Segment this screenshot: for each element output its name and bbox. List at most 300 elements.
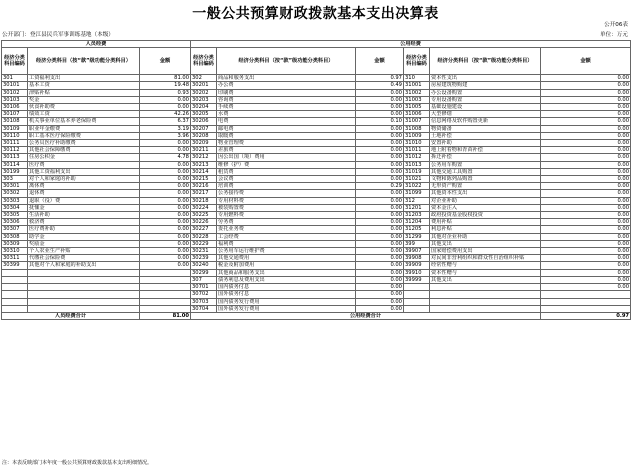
cell-amount: 0.00 — [140, 212, 191, 219]
cell-amount: 0.00 — [356, 154, 404, 161]
cell-name: 退休费 — [28, 190, 140, 197]
cell-code — [2, 276, 28, 283]
cell-code — [404, 284, 430, 291]
cell-code: 30110 — [2, 132, 28, 139]
cell-code: 30308 — [2, 233, 28, 240]
name-header: 经济分类科目（按“款”级功能分类科目） — [217, 48, 356, 75]
cell-name: 工会经费 — [217, 233, 356, 240]
cell-code: 30211 — [191, 147, 217, 154]
cell-amount: 0.00 — [356, 219, 404, 226]
cell-amount: 0.00 — [541, 197, 631, 204]
table-row — [2, 147, 631, 154]
cell-code: 39999 — [404, 276, 430, 283]
table-row — [2, 305, 631, 312]
cell-code: 31010 — [404, 140, 430, 147]
cell-name: 其他社会保障缴费 — [28, 147, 140, 154]
cell-name: 救济费 — [28, 219, 140, 226]
cell-name: 其他交通费用 — [217, 255, 356, 262]
cell-code: 30204 — [191, 104, 217, 111]
cell-code: 30112 — [2, 147, 28, 154]
cell-amount: 0.00 — [541, 176, 631, 183]
public-total-label: 公用经费合计 — [191, 312, 541, 319]
cell-name: 基本工资 — [28, 82, 140, 89]
cell-amount: 0.00 — [541, 262, 631, 269]
cell-amount: 0.49 — [356, 82, 404, 89]
cell-code: 30229 — [191, 240, 217, 247]
cell-code: 31003 — [404, 96, 430, 103]
cell-code: 310 — [404, 75, 430, 82]
cell-name: 职业年金缴费 — [28, 125, 140, 132]
cell-name: 国家赔偿费用支出 — [430, 248, 541, 255]
cell-code: 31201 — [404, 204, 430, 211]
cell-amount: 4.78 — [140, 154, 191, 161]
cell-name: 费用补贴 — [430, 219, 541, 226]
cell-code: 30304 — [2, 204, 28, 211]
cell-code: 31011 — [404, 147, 430, 154]
cell-name: 电费 — [217, 118, 356, 125]
cell-code: 39910 — [404, 269, 430, 276]
cell-amount: 0.00 — [356, 161, 404, 168]
cell-name: 政府投资基金股权投资 — [430, 212, 541, 219]
cell-code — [2, 284, 28, 291]
cell-amount: 0.00 — [356, 176, 404, 183]
cell-name: 离休费 — [28, 183, 140, 190]
cell-code: 31019 — [404, 168, 430, 175]
cell-amount: 0.00 — [140, 219, 191, 226]
cell-amount: 0.00 — [356, 276, 404, 283]
cell-name: 公务接待费 — [217, 190, 356, 197]
cell-amount: 42.26 — [140, 111, 191, 118]
cell-code: 30311 — [2, 255, 28, 262]
cell-amount: 0.00 — [356, 255, 404, 262]
cell-code — [2, 269, 28, 276]
cell-name: 物资储备 — [430, 125, 541, 132]
cell-amount: 3.19 — [140, 125, 191, 132]
table-row — [2, 154, 631, 161]
cell-name: 其他工资福利支出 — [28, 168, 140, 175]
cell-amount: 0.00 — [356, 111, 404, 118]
table-row — [2, 212, 631, 219]
cell-amount: 0.00 — [541, 276, 631, 283]
cell-name: 手续费 — [217, 104, 356, 111]
cell-name: 专用材料费 — [217, 197, 356, 204]
cell-code: 399 — [404, 240, 430, 247]
cell-amount: 0.00 — [140, 262, 191, 269]
cell-amount: 0.00 — [140, 233, 191, 240]
cell-amount: 0.00 — [356, 262, 404, 269]
table-row — [2, 262, 631, 269]
table-row — [2, 269, 631, 276]
cell-code: 30224 — [191, 204, 217, 211]
cell-amount: 0.00 — [541, 111, 631, 118]
cell-amount: 0.00 — [541, 132, 631, 139]
cell-code: 31009 — [404, 132, 430, 139]
cell-name: 代缴社会保险费 — [28, 255, 140, 262]
cell-name: 办公费 — [217, 82, 356, 89]
cell-code: 30214 — [191, 168, 217, 175]
cell-code: 30227 — [191, 226, 217, 233]
cell-name: 维修（护）费 — [217, 161, 356, 168]
cell-code: 31002 — [404, 89, 430, 96]
table-row — [2, 140, 631, 147]
cell-name: 税金及附加费用 — [217, 262, 356, 269]
cell-name — [28, 298, 140, 305]
cell-name: 公务用车运行维护费 — [217, 248, 356, 255]
table-row — [2, 233, 631, 240]
cell-code: 31008 — [404, 125, 430, 132]
cell-name: 差旅费 — [217, 147, 356, 154]
cell-name — [28, 291, 140, 298]
table-row — [2, 161, 631, 168]
cell-name: 文物和陈列品购置 — [430, 176, 541, 183]
cell-amount: 0.00 — [140, 190, 191, 197]
cell-amount: 0.00 — [356, 147, 404, 154]
cell-code: 39908 — [404, 255, 430, 262]
cell-name: 退职（役）费 — [28, 197, 140, 204]
cell-code: 30206 — [191, 118, 217, 125]
cell-name: 咨询费 — [217, 96, 356, 103]
footnote: 注：本表反映部门本年度一般公共预算财政拨款基本支出明细情况。 — [2, 460, 153, 466]
table-row — [2, 240, 631, 247]
cell-code: 30216 — [191, 183, 217, 190]
cell-amount: 0.00 — [140, 147, 191, 154]
cell-name: 资本性支出 — [430, 75, 541, 82]
cell-code: 30103 — [2, 96, 28, 103]
cell-code: 30215 — [191, 176, 217, 183]
cell-code: 30106 — [2, 104, 28, 111]
report-title: 一般公共预算财政拨款基本支出决算表 — [192, 6, 439, 22]
table-row — [2, 197, 631, 204]
cell-amount: 0.00 — [541, 183, 631, 190]
cell-code: 312 — [404, 197, 430, 204]
cell-amount: 0.00 — [356, 212, 404, 219]
cell-code: 30107 — [2, 111, 28, 118]
cell-amount: 0.00 — [541, 255, 631, 262]
cell-code: 30101 — [2, 82, 28, 89]
table-row — [2, 255, 631, 262]
cell-amount: 0.00 — [356, 269, 404, 276]
cell-name: 拆迁补偿 — [430, 154, 541, 161]
cell-code: 30310 — [2, 248, 28, 255]
amount-header: 金额 — [541, 48, 631, 75]
code-header: 经济分类科目编码 — [2, 48, 28, 75]
cell-amount: 81.00 — [140, 75, 191, 82]
cell-amount: 0.10 — [356, 118, 404, 125]
cell-code: 30301 — [2, 183, 28, 190]
cell-name: 专用设备购置 — [430, 96, 541, 103]
cell-code: 39909 — [404, 262, 430, 269]
cell-name: 债务利息及费用支出 — [217, 276, 356, 283]
cell-name: 其他支出 — [430, 276, 541, 283]
cell-name — [430, 291, 541, 298]
cell-amount: 0.00 — [140, 197, 191, 204]
cell-amount: 0.00 — [541, 219, 631, 226]
cell-amount: 0.00 — [541, 125, 631, 132]
cell-name: 国外债务付息 — [217, 291, 356, 298]
cell-code: 30226 — [191, 219, 217, 226]
name-header: 经济分类科目（按“款”级功能分类科目） — [28, 48, 140, 75]
table-row — [2, 204, 631, 211]
cell-code: 30307 — [2, 226, 28, 233]
cell-code: 31012 — [404, 154, 430, 161]
cell-name: 土地补偿 — [430, 132, 541, 139]
cell-code — [404, 291, 430, 298]
table-row — [2, 298, 631, 305]
cell-name — [28, 276, 140, 283]
cell-name: 机关事业单位基本养老保险费 — [28, 118, 140, 125]
cell-name: 绩效工资 — [28, 111, 140, 118]
cell-code — [404, 305, 430, 312]
cell-code: 31205 — [404, 226, 430, 233]
cell-amount — [140, 276, 191, 283]
cell-name: 被装购置费 — [217, 204, 356, 211]
public-total-value: 0.97 — [541, 312, 631, 319]
code-header: 经济分类科目编码 — [404, 48, 430, 75]
table-row — [2, 226, 631, 233]
cell-code: 30225 — [191, 212, 217, 219]
table-row — [2, 118, 631, 125]
cell-amount: 0.97 — [356, 75, 404, 82]
cell-amount: 0.00 — [356, 96, 404, 103]
cell-amount: 0.00 — [356, 168, 404, 175]
cell-name: 其他资本性支出 — [430, 190, 541, 197]
cell-code: 31204 — [404, 219, 430, 226]
cell-amount: 19.48 — [140, 82, 191, 89]
cell-amount: 0.00 — [541, 248, 631, 255]
cell-amount: 0.29 — [356, 183, 404, 190]
cell-code: 30399 — [2, 262, 28, 269]
cell-amount: 0.00 — [541, 240, 631, 247]
cell-name: 委托业务费 — [217, 226, 356, 233]
cell-name — [430, 284, 541, 291]
cell-code — [404, 298, 430, 305]
amount-header: 金额 — [356, 48, 404, 75]
cell-code: 30212 — [191, 154, 217, 161]
cell-name: 房屋建筑物购建 — [430, 82, 541, 89]
department-label: 公开部门：登江县民兵军事训练基地（本级） — [2, 32, 114, 38]
cell-code: 31299 — [404, 233, 430, 240]
cell-amount: 0.00 — [140, 226, 191, 233]
cell-amount: 0.00 — [356, 298, 404, 305]
cell-name: 国内债务发行费用 — [217, 298, 356, 305]
cell-amount: 0.00 — [356, 197, 404, 204]
table-row — [2, 183, 631, 190]
cell-name: 培训费 — [217, 183, 356, 190]
cell-code: 30299 — [191, 269, 217, 276]
personnel-total-value: 81.00 — [140, 312, 191, 319]
cell-name: 水费 — [217, 111, 356, 118]
cell-name: 印刷费 — [217, 89, 356, 96]
personnel-total-label: 人员经费合计 — [2, 312, 140, 319]
cell-name: 奖金 — [28, 96, 140, 103]
cell-code: 31021 — [404, 176, 430, 183]
cell-code: 30102 — [2, 89, 28, 96]
table-row — [2, 291, 631, 298]
cell-code: 301 — [2, 75, 28, 82]
cell-name: 地上附着物和青苗补偿 — [430, 147, 541, 154]
cell-name: 医疗费 — [28, 161, 140, 168]
cell-amount: 0.00 — [356, 284, 404, 291]
cell-code: 30207 — [191, 125, 217, 132]
cell-amount: 0.00 — [140, 96, 191, 103]
cell-code: 30704 — [191, 305, 217, 312]
cell-code: 30205 — [191, 111, 217, 118]
cell-amount: 0.00 — [140, 255, 191, 262]
cell-amount: 0.00 — [541, 233, 631, 240]
cell-name: 资本金注入 — [430, 204, 541, 211]
cell-code: 30239 — [191, 255, 217, 262]
table-row — [2, 284, 631, 291]
cell-name — [28, 284, 140, 291]
cell-code: 31001 — [404, 82, 430, 89]
cell-code: 30703 — [191, 298, 217, 305]
cell-amount: 0.00 — [541, 82, 631, 89]
cell-amount: 3.96 — [140, 132, 191, 139]
table-row — [2, 176, 631, 183]
cell-amount: 0.00 — [541, 161, 631, 168]
cell-name: 资本性赠与 — [430, 269, 541, 276]
cell-amount: 0.00 — [541, 154, 631, 161]
cell-code: 30702 — [191, 291, 217, 298]
cell-name: 生活补助 — [28, 212, 140, 219]
cell-amount: 0.00 — [140, 204, 191, 211]
cell-amount: 0.00 — [541, 104, 631, 111]
cell-code: 302 — [191, 75, 217, 82]
cell-name: 其他交通工具购置 — [430, 168, 541, 175]
cell-name: 国内债务付息 — [217, 284, 356, 291]
cell-name: 住房公积金 — [28, 154, 140, 161]
cell-code: 30108 — [2, 118, 28, 125]
cell-name — [430, 305, 541, 312]
cell-name: 对民间非营利组织和群众性自治组织补贴 — [430, 255, 541, 262]
cell-name: 对企业补助 — [430, 197, 541, 204]
cell-amount: 0.00 — [356, 233, 404, 240]
cell-code: 30202 — [191, 89, 217, 96]
cell-amount: 0.00 — [140, 176, 191, 183]
code-header: 经济分类科目编码 — [191, 48, 217, 75]
cell-code: 30218 — [191, 197, 217, 204]
table-row — [2, 132, 631, 139]
cell-name: 商品和服务支出 — [217, 75, 356, 82]
table-row — [2, 168, 631, 175]
cell-amount: 0.00 — [356, 226, 404, 233]
cell-amount — [140, 284, 191, 291]
cell-name: 国外债务发行费用 — [217, 305, 356, 312]
cell-code: 30209 — [191, 140, 217, 147]
cell-code: 31007 — [404, 118, 430, 125]
cell-code: 30305 — [2, 212, 28, 219]
cell-name: 无形资产购置 — [430, 183, 541, 190]
cell-amount: 0.00 — [541, 75, 631, 82]
cell-name: 奖励金 — [28, 240, 140, 247]
cell-name: 对个人和家庭的补助 — [28, 176, 140, 183]
cell-amount — [140, 291, 191, 298]
cell-amount: 0.00 — [356, 140, 404, 147]
cell-code: 30217 — [191, 190, 217, 197]
cell-name: 劳务费 — [217, 219, 356, 226]
cell-name: 公务用车购置 — [430, 161, 541, 168]
cell-amount: 0.00 — [356, 132, 404, 139]
cell-code: 30109 — [2, 125, 28, 132]
cell-code: 31022 — [404, 183, 430, 190]
cell-name: 伙食补助费 — [28, 104, 140, 111]
cell-amount: 0.00 — [541, 168, 631, 175]
cell-code: 30309 — [2, 240, 28, 247]
table-row — [2, 125, 631, 132]
table-row — [2, 104, 631, 111]
cell-amount: 0.00 — [356, 104, 404, 111]
cell-code: 30306 — [2, 219, 28, 226]
cell-amount: 0.00 — [356, 125, 404, 132]
table-row — [2, 82, 631, 89]
cell-name: 经常性赠与 — [430, 262, 541, 269]
table-row — [2, 248, 631, 255]
table-row — [2, 96, 631, 103]
cell-name: 大型修缮 — [430, 111, 541, 118]
cell-amount: 0.00 — [140, 240, 191, 247]
cell-amount: 0.00 — [356, 305, 404, 312]
table-row — [2, 111, 631, 118]
cell-amount: 0.00 — [541, 284, 631, 291]
cell-name: 其他对个人和家庭的补助支出 — [28, 262, 140, 269]
cell-code — [2, 298, 28, 305]
cell-code: 30231 — [191, 248, 217, 255]
cell-name: 福利费 — [217, 240, 356, 247]
cell-code: 30114 — [2, 161, 28, 168]
cell-amount: 0.00 — [541, 96, 631, 103]
cell-name: 其他商品和服务支出 — [217, 269, 356, 276]
cell-code: 31005 — [404, 104, 430, 111]
cell-name: 专用燃料费 — [217, 212, 356, 219]
cell-name: 安置补助 — [430, 140, 541, 147]
cell-name: 邮电费 — [217, 125, 356, 132]
cell-name: 其他对企业补助 — [430, 233, 541, 240]
cell-amount: 0.00 — [356, 248, 404, 255]
cell-name: 取暖费 — [217, 132, 356, 139]
cell-code: 31006 — [404, 111, 430, 118]
table-row — [2, 276, 631, 283]
cell-amount: 0.00 — [541, 118, 631, 125]
cell-amount — [541, 298, 631, 305]
cell-amount: 0.00 — [541, 212, 631, 219]
cell-name: 其他支出 — [430, 240, 541, 247]
cell-amount: 0.00 — [356, 291, 404, 298]
cell-amount: 0.00 — [140, 104, 191, 111]
personnel-section-header: 人员经费 — [2, 41, 191, 48]
cell-code: 30208 — [191, 132, 217, 139]
cell-amount: 6.37 — [140, 118, 191, 125]
cell-code: 30111 — [2, 140, 28, 147]
cell-name: 医疗费补助 — [28, 226, 140, 233]
cell-amount: 0.00 — [356, 204, 404, 211]
cell-amount: 0.00 — [140, 140, 191, 147]
cell-code: 30701 — [191, 284, 217, 291]
cell-name: 助学金 — [28, 233, 140, 240]
cell-amount: 0.00 — [541, 226, 631, 233]
cell-name: 办公设备购置 — [430, 89, 541, 96]
cell-code: 30240 — [191, 262, 217, 269]
public-section-header: 公用经费 — [191, 41, 631, 48]
cell-name: 公务员医疗补助缴费 — [28, 140, 140, 147]
cell-name: 会议费 — [217, 176, 356, 183]
cell-amount — [140, 298, 191, 305]
cell-name: 职工基本医疗保险缴费 — [28, 132, 140, 139]
cell-amount — [140, 305, 191, 312]
cell-name: 利息补贴 — [430, 226, 541, 233]
cell-code: 30113 — [2, 154, 28, 161]
cell-code: 30303 — [2, 197, 28, 204]
cell-code: 307 — [191, 276, 217, 283]
